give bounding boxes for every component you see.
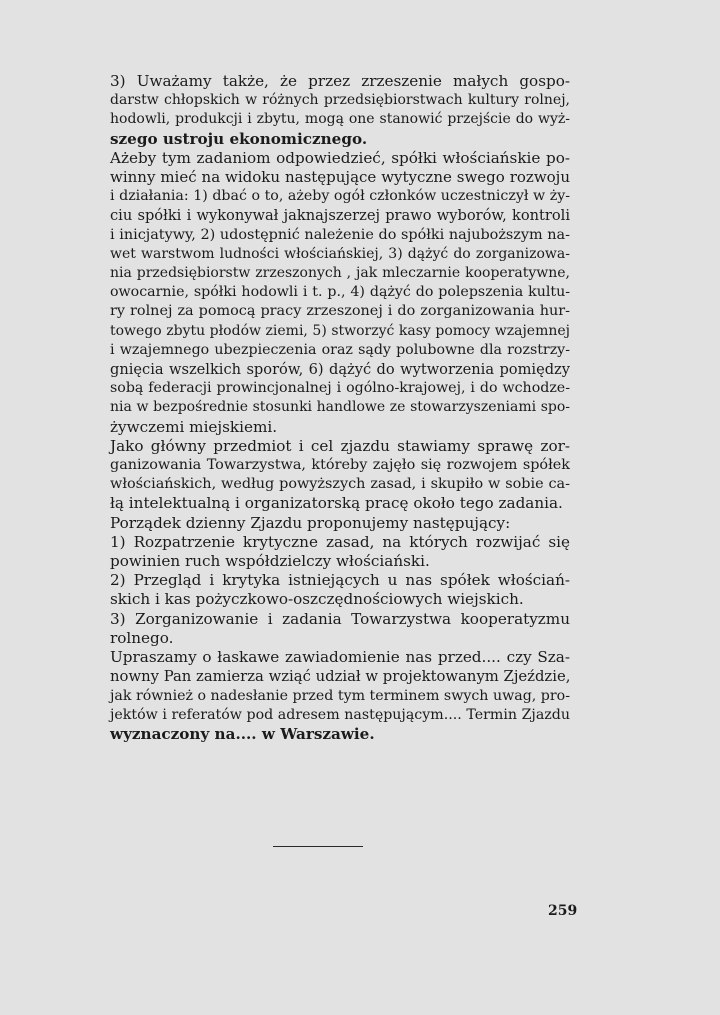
text-line: ganizowania Towarzystwa, któreby zajęło się rozwojem spółek: [110, 457, 570, 474]
text-line: 1) Rozpatrzenie krytyczne zasad, na których rozwijać się: [110, 532, 570, 551]
text-line: hodowli, produkcji i zbytu, mogą one stanowić przejście do wyż-: [110, 111, 570, 128]
text-line: włościańskich, według powyższych zasad, i skupiło w sobie ca-: [110, 476, 570, 493]
text-line: rolnego.: [110, 628, 174, 647]
text-line: i działania: 1) dbać o to, ażeby ogół członków uczestniczył w ży-: [110, 188, 570, 205]
text-line: i inicjatywy, 2) udostępnić należenie do spółki najuboższym na-: [110, 226, 570, 243]
text-line: ciu spółki i wykonywał jaknajszerzej prawo wyborów, kontroli: [110, 207, 570, 225]
paragraph-2: [88, 149, 570, 437]
text-line: i wzajemnego ubezpieczenia oraz sądy polubowne dla rozstrzy-: [110, 341, 570, 358]
agenda-item-2: [88, 571, 570, 609]
text-line: Upraszamy o łaskawe zawiadomienie nas przed.... czy Sza-: [110, 648, 570, 667]
body-text: [88, 72, 570, 744]
text-line: nowny Pan zamierza wziąć udział w projektowanym Zjeździe,: [110, 668, 571, 686]
separator-rule: [273, 846, 363, 847]
text-line: szego ustroju ekonomicznego.: [110, 129, 368, 148]
text-line: winny mieć na widoku następujące wytyczne swego rozwoju: [110, 168, 570, 187]
paragraph-8: [88, 648, 570, 744]
agenda-item-1: [88, 533, 570, 571]
text-line: gnięcia wszelkich sporów, 6) dążyć do wytworzenia pomiędzy: [110, 361, 570, 379]
text-line: żywczemi miejskiemi.: [110, 417, 278, 436]
text-line: owocarnie, spółki hodowli i t. p., 4) dążyć do polepszenia kultu-: [110, 284, 570, 301]
text-line: ry rolnej za pomocą pracy zrzeszonej i do zorganizowania hur-: [110, 303, 570, 320]
paragraph-3: [88, 437, 570, 514]
text-line: jak również o nadesłanie przed tym terminem swych uwag, pro-: [110, 687, 570, 704]
text-line: sobą federacji prowincjonalnej i ogólno-krajowej, i do wchodze-: [110, 380, 570, 397]
text-line: nia przedsiębiorstw zrzeszonych , jak mleczarnie kooperatywne,: [110, 265, 570, 282]
page-number: 259: [548, 903, 578, 919]
text-line: towego zbytu płodów ziemi, 5) stworzyć kasy pomocy wzajemnej: [110, 322, 570, 339]
text-line: nia w bezpośrednie stosunki handlowe ze stowarzyszeniami spo-: [110, 399, 570, 416]
text-line: Ażeby tym zadaniom odpowiedzieć, spółki włościańskie po-: [110, 148, 570, 167]
text-line: darstw chłopskich w różnych przedsiębiorstwach kultury rolnej,: [110, 92, 570, 109]
text-line: łą intelektualną i organizatorską pracę około tego zadania.: [110, 494, 563, 513]
text-line: 3) Uważamy także, że przez zrzeszenie małych gospo-: [110, 72, 570, 90]
text-line: 3) Zorganizowanie i zadania Towarzystwa kooperatyzmu: [110, 609, 570, 628]
text-line: wyznaczony na.... w Warszawie.: [110, 724, 375, 743]
paragraph-4: [88, 514, 570, 533]
text-line: Porządek dzienny Zjazdu proponujemy następujący:: [110, 513, 511, 532]
text-line: 2) Przegląd i krytyka istniejących u nas spółek włościań-: [110, 571, 570, 590]
text-line: skich i kas pożyczkowo-oszczędnościowych wiejskich.: [110, 590, 524, 609]
text-line: powinien ruch współdzielczy włościański.: [110, 552, 430, 571]
text-line: Jako główny przedmiot i cel zjazdu stawiamy sprawę zor-: [110, 436, 570, 455]
text-line: jektów i referatów pod adresem następującym.... Termin Zjazdu: [110, 706, 570, 723]
paragraph-1: [88, 72, 570, 149]
text-line: wet warstwom ludności włościańskiej, 3) dążyć do zorganizowa-: [110, 245, 570, 262]
agenda-item-3: [88, 610, 570, 648]
